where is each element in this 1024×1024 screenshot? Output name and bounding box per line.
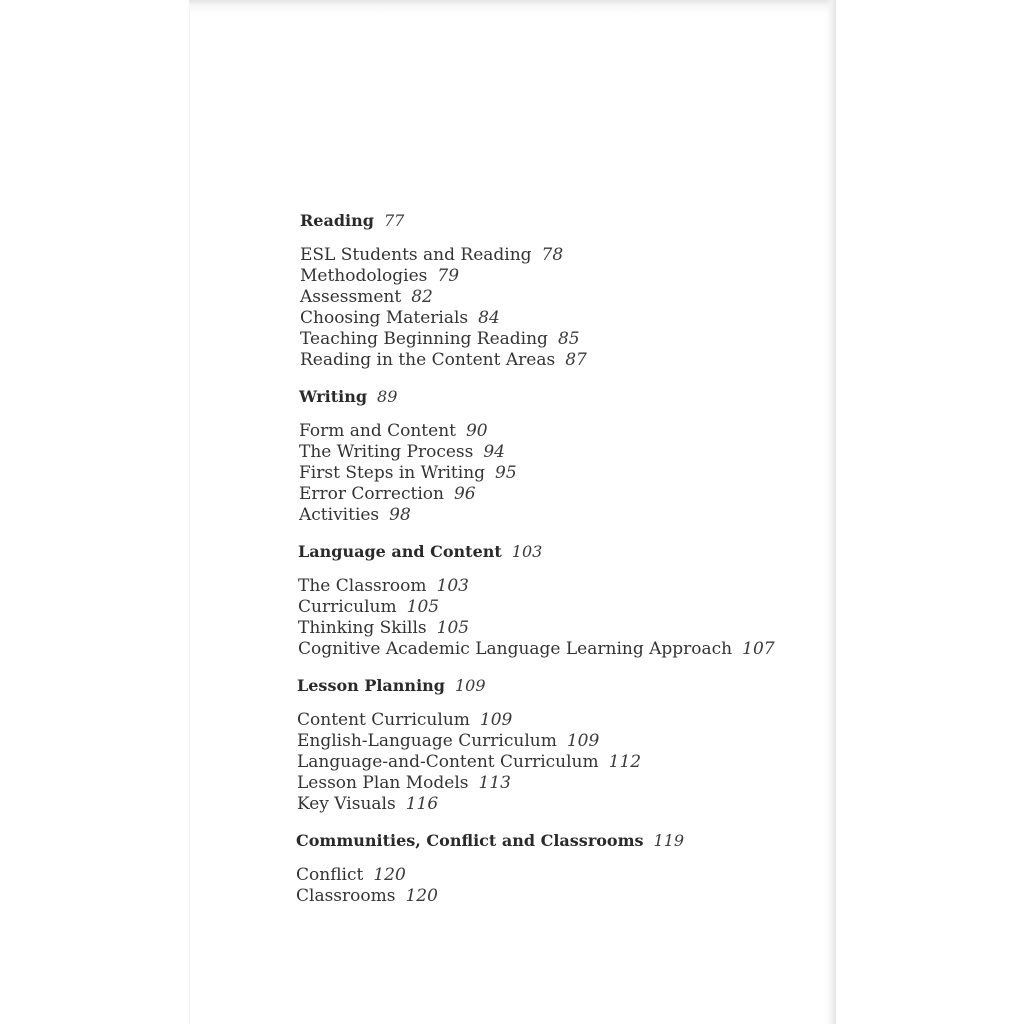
entry-page-number: 105 bbox=[436, 618, 470, 638]
section-entries bbox=[299, 421, 517, 526]
section-heading bbox=[298, 542, 775, 562]
entry-title: Content Curriculum bbox=[297, 710, 470, 730]
entry-page-number: 109 bbox=[566, 731, 600, 751]
entry-page-number: 105 bbox=[406, 597, 440, 617]
entry-page-number: 107 bbox=[742, 639, 775, 659]
entry-title: Classrooms bbox=[296, 886, 396, 906]
section-page-number: 77 bbox=[383, 211, 405, 230]
section-heading bbox=[297, 676, 641, 696]
entry-title: English-Language Curriculum bbox=[297, 731, 557, 751]
toc-entry bbox=[300, 350, 587, 371]
section-heading bbox=[299, 387, 517, 407]
toc-entry bbox=[298, 576, 775, 597]
entry-title: Thinking Skills bbox=[298, 618, 427, 638]
entry-page-number: 82 bbox=[411, 287, 433, 307]
toc-section-language-and-content bbox=[298, 542, 775, 660]
entry-page-number: 79 bbox=[437, 266, 460, 286]
entry-title: Language-and-Content Curriculum bbox=[297, 752, 599, 772]
toc-entry bbox=[299, 442, 517, 463]
toc-entry bbox=[300, 329, 587, 350]
toc-entry bbox=[298, 597, 775, 618]
section-title: Communities, Conflict and Classrooms bbox=[296, 831, 644, 850]
section-page-number: 109 bbox=[454, 676, 486, 695]
toc-entry bbox=[299, 484, 517, 505]
entry-title: Error Correction bbox=[299, 484, 444, 504]
section-entries bbox=[298, 576, 775, 660]
entry-title: Methodologies bbox=[300, 266, 428, 286]
entry-page-number: 87 bbox=[565, 350, 587, 370]
toc-entry bbox=[300, 287, 587, 308]
section-title: Writing bbox=[299, 387, 368, 406]
section-heading bbox=[296, 831, 684, 851]
toc-entry bbox=[299, 505, 517, 526]
section-entries bbox=[300, 245, 587, 371]
entry-page-number: 90 bbox=[465, 421, 488, 441]
section-title: Reading bbox=[300, 211, 374, 230]
toc-entry bbox=[296, 865, 684, 886]
entry-page-number: 116 bbox=[405, 794, 439, 814]
entry-title: ESL Students and Reading bbox=[300, 245, 532, 265]
toc-entry bbox=[298, 618, 775, 639]
toc-entry bbox=[300, 245, 587, 266]
toc-entry bbox=[297, 773, 641, 794]
entry-title: Assessment bbox=[300, 287, 402, 307]
toc-entry bbox=[296, 886, 684, 907]
entry-title: Choosing Materials bbox=[300, 308, 469, 328]
toc-entry bbox=[299, 421, 517, 442]
entry-title: First Steps in Writing bbox=[299, 463, 486, 483]
section-heading bbox=[300, 211, 587, 231]
toc-section-communities-conflict-classrooms bbox=[296, 831, 684, 907]
entry-title: Reading in the Content Areas bbox=[300, 350, 556, 370]
entry-page-number: 94 bbox=[483, 442, 505, 462]
toc-entry bbox=[297, 794, 641, 815]
entry-title: The Writing Process bbox=[299, 442, 474, 462]
entry-title: Teaching Beginning Reading bbox=[300, 329, 548, 349]
toc-section-reading bbox=[300, 211, 587, 371]
section-page-number: 103 bbox=[511, 542, 543, 561]
entry-page-number: 84 bbox=[478, 308, 500, 328]
toc-entry bbox=[297, 731, 641, 752]
entry-title: Cognitive Academic Language Learning Approach bbox=[298, 639, 733, 659]
entry-title: Key Visuals bbox=[297, 794, 396, 814]
entry-page-number: 96 bbox=[453, 484, 476, 504]
entry-title: Lesson Plan Models bbox=[297, 773, 469, 793]
entry-page-number: 98 bbox=[389, 505, 411, 525]
toc-entry bbox=[300, 308, 587, 329]
toc-entry bbox=[300, 266, 587, 287]
entry-page-number: 95 bbox=[495, 463, 517, 483]
entry-page-number: 78 bbox=[541, 245, 564, 265]
entry-title: The Classroom bbox=[298, 576, 427, 596]
entry-title: Conflict bbox=[296, 865, 364, 885]
section-title: Language and Content bbox=[298, 542, 502, 561]
entry-page-number: 113 bbox=[478, 773, 511, 793]
entry-title: Curriculum bbox=[298, 597, 397, 617]
entry-page-number: 120 bbox=[373, 865, 406, 885]
toc-entry bbox=[297, 710, 641, 731]
section-entries bbox=[296, 865, 684, 907]
section-title: Lesson Planning bbox=[297, 676, 445, 695]
section-page-number: 89 bbox=[377, 387, 398, 406]
entry-page-number: 112 bbox=[608, 752, 642, 772]
toc-entry bbox=[297, 752, 641, 773]
toc-entry bbox=[298, 639, 775, 660]
toc-entry bbox=[299, 463, 517, 484]
toc-section-writing bbox=[299, 387, 517, 526]
entry-title: Activities bbox=[299, 505, 380, 525]
section-entries bbox=[297, 710, 641, 815]
entry-page-number: 103 bbox=[436, 576, 469, 596]
entry-page-number: 120 bbox=[405, 886, 438, 906]
entry-title: Form and Content bbox=[299, 421, 456, 441]
entry-page-number: 85 bbox=[557, 329, 580, 349]
entry-page-number: 109 bbox=[479, 710, 513, 730]
toc-section-lesson-planning bbox=[297, 676, 641, 815]
section-page-number: 119 bbox=[653, 831, 685, 850]
